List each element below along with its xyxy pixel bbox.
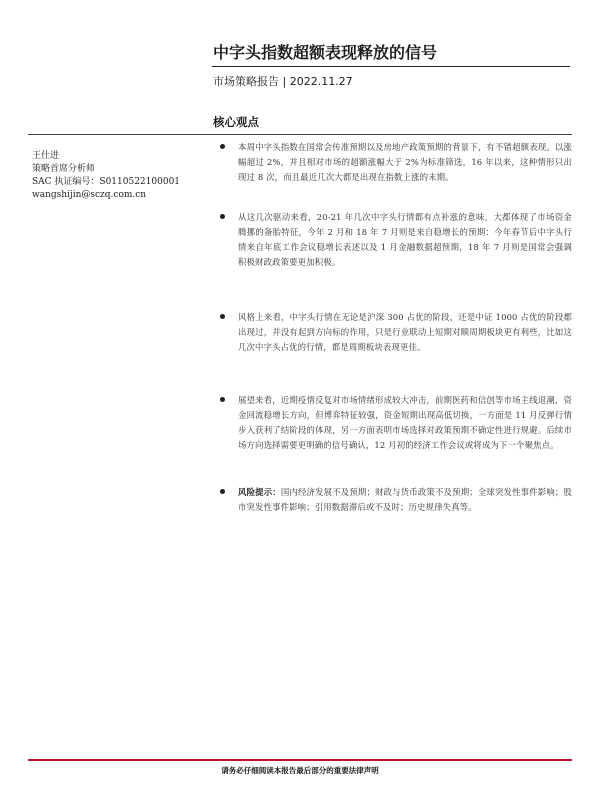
- report-title: 中字头指数超额表现释放的信号: [213, 43, 438, 62]
- author-role: 策略首席分析师: [32, 164, 96, 174]
- bullet-icon: [220, 214, 225, 219]
- author-name: 王仕进: [32, 151, 60, 161]
- author-license: SAC 执证编号：S0110522100001: [32, 177, 181, 187]
- bullet-icon: [220, 397, 225, 402]
- report-subtitle: 市场策略报告 | 2022.11.27: [213, 75, 353, 88]
- key-point: [220, 393, 572, 453]
- bullet-icon: [220, 314, 225, 319]
- key-point-text: 本周中字头指数在国常会传准预期以及房地产政策预期的背景下，有不错超额表现。以涨幅超过 2%，并且相对市场的超额涨幅大于 2%为标准筛选，16 年以来，这种情形只出现过 8 次，而且最近几次大都是出现在指数上涨的末期。: [238, 142, 572, 182]
- key-point: [220, 310, 572, 355]
- risk-label: 风险提示：: [238, 487, 281, 497]
- legal-notice: 请务必仔细阅读本报告最后部分的重要法律声明: [221, 766, 379, 775]
- bullet-icon: [220, 489, 225, 494]
- bullet-icon: [220, 144, 225, 149]
- risk-warning: [220, 485, 572, 515]
- key-point-text: 展望来看，近期疫情反复对市场情绪形成较大冲击，前期医药和信创等市场主线退潮，资金回流稳增长方向，但博弈特征较强，资金短期出现高低切换，一方面是 11 月反弹行情步入获利了结阶段的体现，另一方面表明市场选择对政策预期不确定性进行规避。后续市场方向选择需要更明确的信号确认，12 月初的经济工作会议或将成为下一个聚焦点。: [238, 395, 572, 450]
- key-point-text: 风格上来看，中字头行情在无论是沪深 300 占优的阶段，还是中证 1000 占优的阶段都出现过，并没有起到方向标的作用，只是行业联动上短期对顺周期板块更有利些，比如这几次中字头占优的行情，都是周期板块表现更佳。: [238, 312, 572, 352]
- section-heading: 核心观点: [213, 115, 259, 129]
- author-email[interactable]: wangshijin@sczq.com.cn: [32, 190, 147, 200]
- key-point: [220, 140, 572, 185]
- title-divider: [212, 66, 570, 67]
- key-point-text: 从这几次驱动来看，20-21 年几次中字头行情都有点补涨的意味，大都体现了市场资金腾挪的备胎特征，今年 2 月和 18 年 7 月则是来自稳增长的预期：今年春节后中字头行情来自年底工作会议稳增长表述以及 1 月金融数据超预期，18 年 7 月则是国常会强调积极财政政策要更加积极。: [238, 212, 572, 267]
- section-divider: [28, 134, 572, 135]
- risk-body: 国内经济发展不及预期；财政与货币政策不及预期；全球突发性事件影响；股市突发性事件影响；引用数据滞后或不及时；历史规律失真等。: [238, 487, 572, 512]
- key-point: [220, 210, 572, 270]
- risk-warning-text: [238, 485, 572, 515]
- footer-divider: [28, 759, 572, 761]
- author-info: [32, 150, 180, 202]
